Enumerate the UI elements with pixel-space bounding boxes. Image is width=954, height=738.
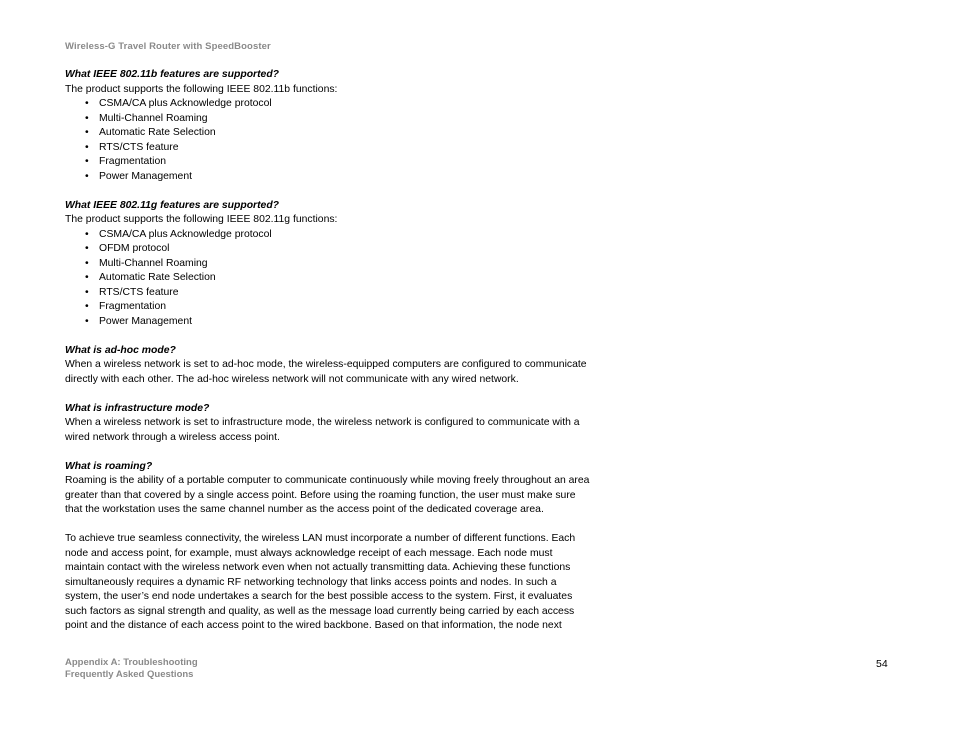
faq-section-80211b bbox=[65, 68, 590, 184]
running-header: Wireless-G Travel Router with SpeedBooster bbox=[65, 41, 271, 52]
faq-section-roaming bbox=[65, 460, 590, 634]
question-heading: What IEEE 802.11g features are supported? bbox=[65, 199, 280, 211]
section-intro: The product supports the following IEEE 802.11g functions: bbox=[65, 214, 338, 225]
list-item: • OFDM protocol bbox=[65, 242, 590, 257]
answer-paragraph: Roaming is the ability of a portable computer to communicate continuously while moving freely throughout an area greater than that covered by a single access point. Before using the roaming function, the user must make sure that the workstation uses the same channel number as the access point of the dedicated coverage area. bbox=[65, 475, 590, 515]
faq-section-infrastructure bbox=[65, 402, 590, 446]
question-heading: What is ad-hoc mode? bbox=[65, 344, 176, 356]
list-item: • Multi-Channel Roaming bbox=[65, 112, 590, 127]
list-item: • RTS/CTS feature bbox=[65, 141, 590, 156]
answer-paragraph: To achieve true seamless connectivity, the wireless LAN must incorporate a number of different functions. Each node and access point, for example, must always acknowledge receipt of each message. Each node must maintain contact with the wireless network even when not actually transmitting data. Achieving these functions simultaneously requires a dynamic RF networking technology that links access points and nodes. In such a system, the user’s end node undertakes a search for the best possible access to the system. First, it evaluates such factors as signal strength and quality, as well as the message load currently being carried by each access point and the distance of each access point to the wired backbone. Based on that information, the node next bbox=[65, 533, 576, 631]
section-intro: The product supports the following IEEE 802.11b functions: bbox=[65, 83, 338, 95]
list-item: • Multi-Channel Roaming bbox=[65, 257, 590, 272]
answer-paragraph: When a wireless network is set to infrastructure mode, the wireless network is configured to communicate with a wired network through a wireless access point. bbox=[65, 417, 580, 443]
list-item: • Fragmentation bbox=[65, 155, 590, 170]
list-item: • CSMA/CA plus Acknowledge protocol bbox=[65, 97, 590, 112]
list-item: • Fragmentation bbox=[65, 300, 590, 315]
feature-list bbox=[65, 228, 590, 330]
list-item: • CSMA/CA plus Acknowledge protocol bbox=[65, 228, 590, 243]
list-item: • RTS/CTS feature bbox=[65, 286, 590, 301]
feature-list bbox=[65, 97, 590, 184]
list-item: • Automatic Rate Selection bbox=[65, 126, 590, 141]
page-footer bbox=[65, 657, 198, 681]
question-heading: What is infrastructure mode? bbox=[65, 402, 210, 414]
faq-section-80211g bbox=[65, 199, 590, 330]
faq-section-adhoc bbox=[65, 344, 590, 388]
question-heading: What IEEE 802.11b features are supported? bbox=[65, 69, 280, 80]
footer-chapter: Appendix A: Troubleshooting bbox=[65, 657, 198, 668]
footer-section: Frequently Asked Questions bbox=[65, 669, 194, 680]
question-heading: What is roaming? bbox=[65, 460, 153, 472]
page-number: 54 bbox=[876, 658, 888, 670]
document-body bbox=[65, 68, 590, 634]
answer-paragraph: When a wireless network is set to ad-hoc mode, the wireless-equipped computers are configured to communicate directly with each other. The ad-hoc wireless network will not communicate with any wired network. bbox=[65, 359, 587, 385]
list-item: • Power Management bbox=[65, 170, 590, 185]
list-item: • Automatic Rate Selection bbox=[65, 271, 590, 286]
list-item: • Power Management bbox=[65, 315, 590, 330]
